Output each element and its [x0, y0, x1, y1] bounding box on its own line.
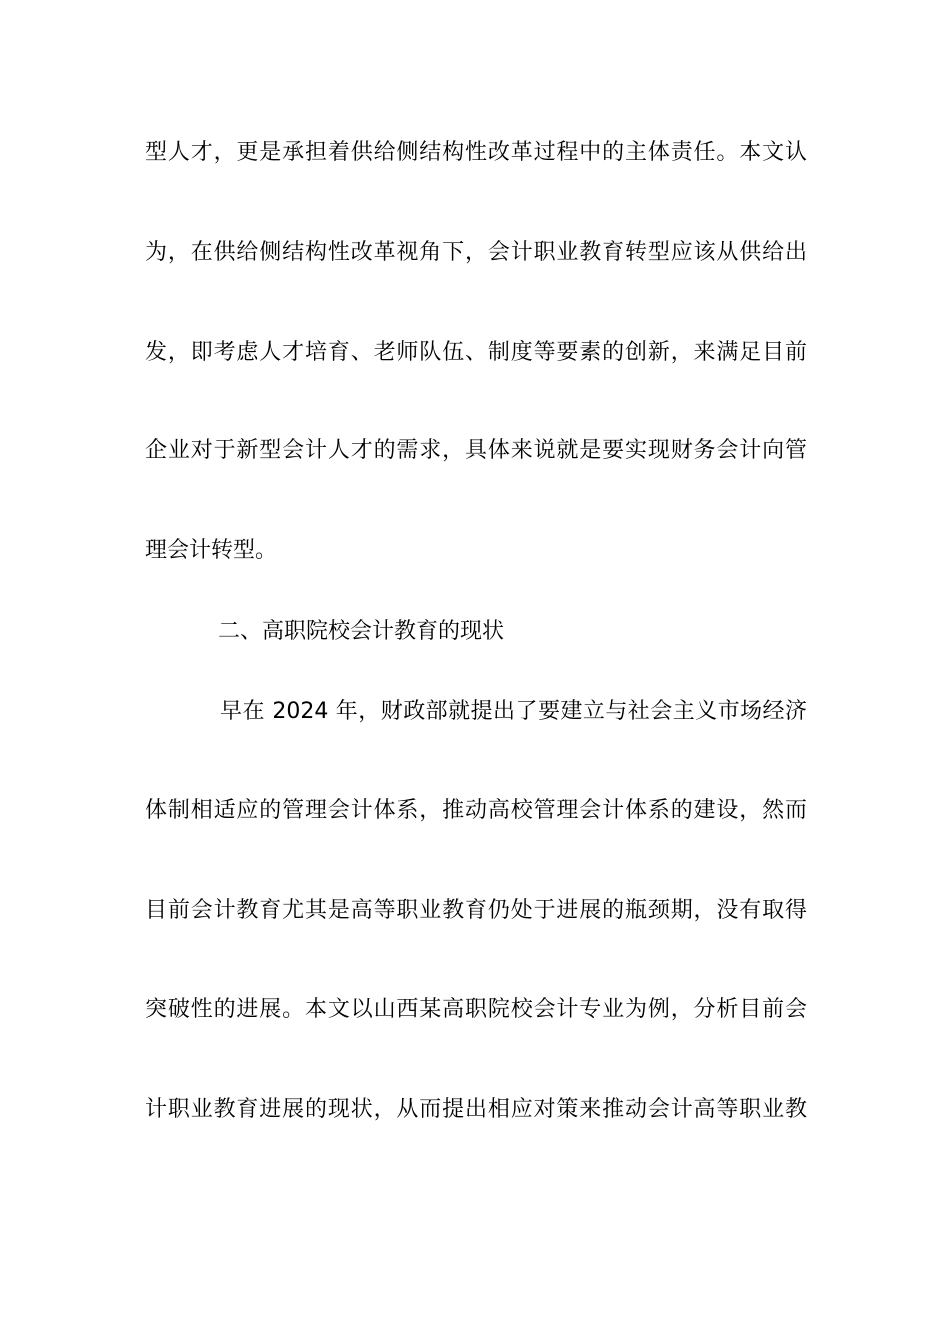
- paragraph-1-line-5: 理会计转型。: [145, 538, 278, 563]
- paragraph-2-line-1: 早在 2024 年，财政部就提出了要建立与社会主义市场经济: [220, 699, 807, 724]
- paragraph-2-line-3: 目前会计教育尤其是高等职业教育仍处于进展的瓶颈期，没有取得: [145, 898, 807, 923]
- paragraph-1-line-4: 企业对于新型会计人才的需求，具体来说就是要实现财务会计向管: [145, 438, 807, 463]
- paragraph-1-line-2: 为，在供给侧结构性改革视角下，会计职业教育转型应该从供给出: [145, 240, 807, 265]
- paragraph-1-line-1: 型人才，更是承担着供给侧结构性改革过程中的主体责任。本文认: [145, 140, 807, 165]
- paragraph-2-line-2: 体制相适应的管理会计体系，推动高校管理会计体系的建设，然而: [145, 798, 807, 823]
- paragraph-2-line-4: 突破性的进展。本文以山西某高职院校会计专业为例，分析目前会: [145, 997, 807, 1022]
- paragraph-1-line-3: 发，即考虑人才培育、老师队伍、制度等要素的创新，来满足目前: [145, 340, 807, 365]
- section-heading: 二、高职院校会计教育的现状: [218, 619, 505, 644]
- paragraph-2-line-5: 计职业教育进展的现状，从而提出相应对策来推动会计高等职业教: [145, 1097, 807, 1122]
